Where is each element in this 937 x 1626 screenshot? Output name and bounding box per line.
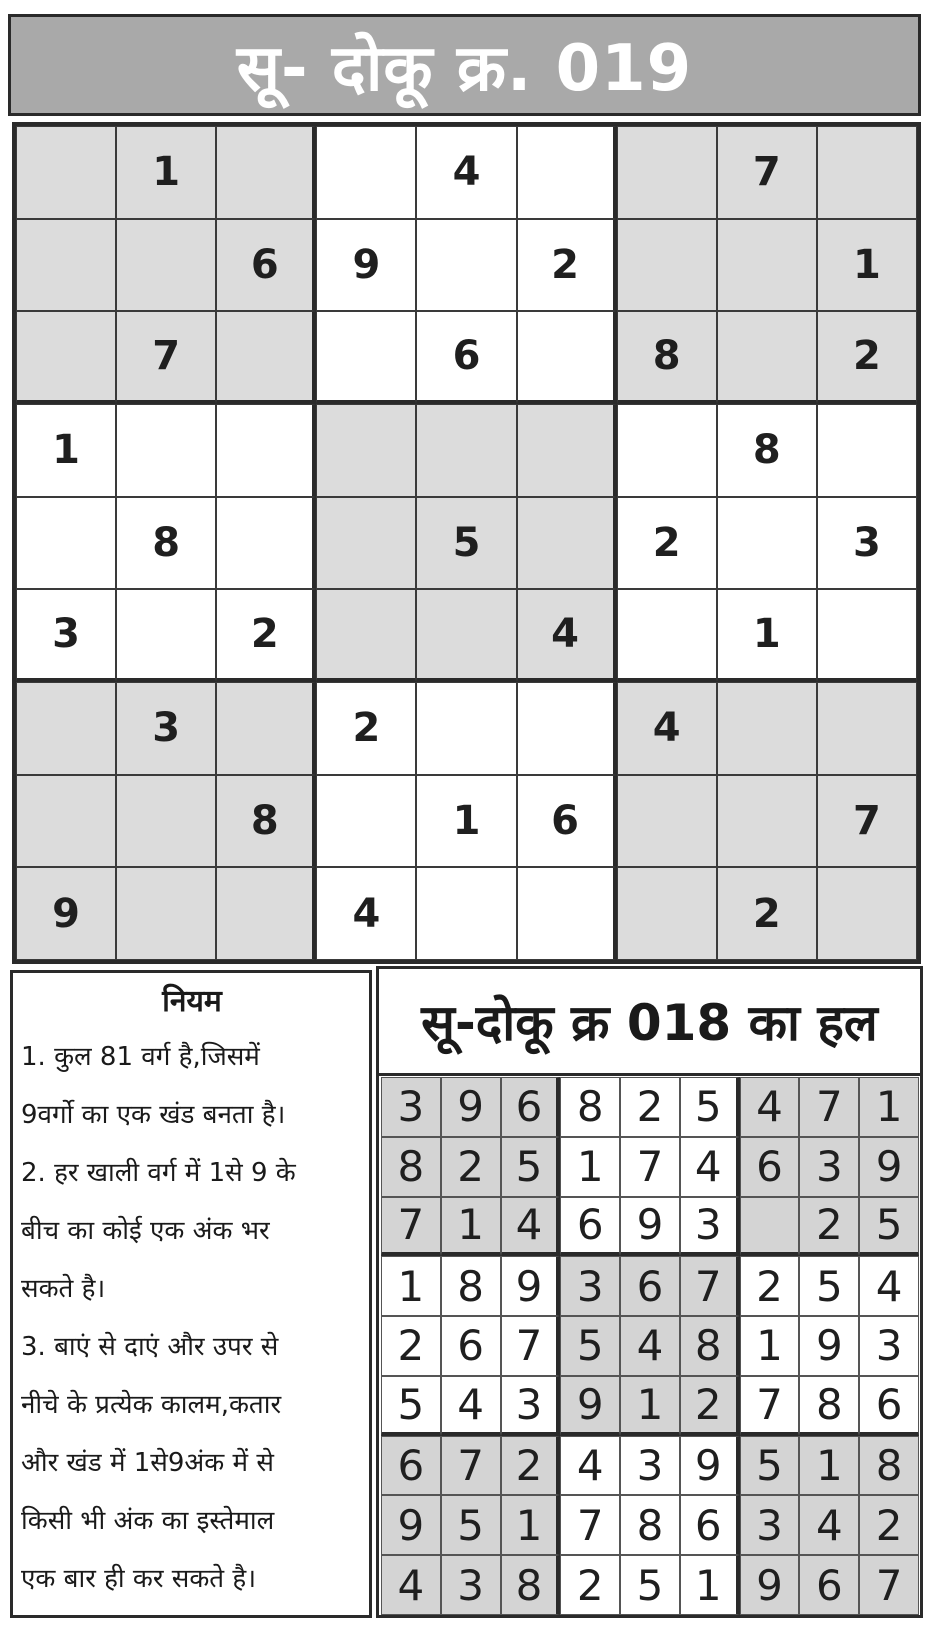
rule-line: और खंड में 1से9अंक में से bbox=[21, 1448, 274, 1478]
puzzle-cell[interactable]: 2 bbox=[216, 589, 316, 682]
puzzle-cell[interactable] bbox=[817, 126, 917, 219]
solution-cell: 3 bbox=[381, 1077, 441, 1137]
rule-line: 1. कुल 81 वर्ग है,जिसमें bbox=[21, 1042, 260, 1072]
rule-line: सकते है। bbox=[21, 1274, 106, 1304]
puzzle-cell[interactable] bbox=[116, 219, 216, 312]
puzzle-cell[interactable] bbox=[617, 867, 717, 960]
puzzle-cell[interactable] bbox=[216, 311, 316, 404]
puzzle-cell[interactable] bbox=[717, 497, 817, 590]
puzzle-cell[interactable]: 8 bbox=[216, 775, 316, 868]
rule-line: बीच का कोई एक अंक भर bbox=[21, 1216, 270, 1246]
puzzle-cell[interactable]: 4 bbox=[517, 589, 617, 682]
solution-cell: 9 bbox=[799, 1316, 859, 1376]
puzzle-cell[interactable]: 8 bbox=[717, 404, 817, 497]
solution-cell: 3 bbox=[859, 1316, 919, 1376]
solution-cell: 2 bbox=[799, 1197, 859, 1257]
solution-cell: 7 bbox=[740, 1376, 800, 1436]
puzzle-cell[interactable] bbox=[416, 589, 516, 682]
solution-cell: 2 bbox=[501, 1436, 561, 1496]
puzzle-cell[interactable] bbox=[216, 497, 316, 590]
solution-cell: 1 bbox=[441, 1197, 501, 1257]
rule-line: 9वर्गो का एक खंड बनता है। bbox=[21, 1100, 286, 1130]
solution-cell: 8 bbox=[381, 1137, 441, 1197]
solution-cell: 7 bbox=[859, 1555, 919, 1615]
solution-cell: 5 bbox=[680, 1077, 740, 1137]
solution-cell: 8 bbox=[799, 1376, 859, 1436]
puzzle-cell[interactable] bbox=[16, 497, 116, 590]
puzzle-cell[interactable]: 4 bbox=[316, 867, 416, 960]
solution-cell: 2 bbox=[740, 1256, 800, 1316]
solution-cell: 4 bbox=[441, 1376, 501, 1436]
solution-cell: 2 bbox=[560, 1555, 620, 1615]
solution-cell: 4 bbox=[560, 1436, 620, 1496]
solution-cell: 4 bbox=[501, 1197, 561, 1257]
puzzle-cell[interactable] bbox=[16, 126, 116, 219]
solution-cell: 2 bbox=[620, 1077, 680, 1137]
solution-cell: 1 bbox=[560, 1137, 620, 1197]
solution-cell: 4 bbox=[620, 1316, 680, 1376]
puzzle-cell[interactable] bbox=[16, 219, 116, 312]
solution-cell: 8 bbox=[560, 1077, 620, 1137]
solution-cell: 2 bbox=[441, 1137, 501, 1197]
puzzle-cell[interactable] bbox=[617, 404, 717, 497]
solution-cell: 8 bbox=[680, 1316, 740, 1376]
puzzle-cell[interactable]: 3 bbox=[16, 589, 116, 682]
solution-cell: 1 bbox=[501, 1495, 561, 1555]
puzzle-cell[interactable]: 2 bbox=[517, 219, 617, 312]
solution-cell: 7 bbox=[501, 1316, 561, 1376]
puzzle-cell[interactable]: 7 bbox=[817, 775, 917, 868]
puzzle-cell[interactable] bbox=[416, 404, 516, 497]
solution-cell: 3 bbox=[799, 1137, 859, 1197]
rule-line: 2. हर खाली वर्ग में 1से 9 के bbox=[21, 1158, 296, 1188]
puzzle-cell[interactable] bbox=[16, 311, 116, 404]
solution-cell: 6 bbox=[620, 1256, 680, 1316]
solution-cell: 6 bbox=[501, 1077, 561, 1137]
solution-cell: 5 bbox=[501, 1137, 561, 1197]
solution-cell: 6 bbox=[740, 1137, 800, 1197]
solution-cell: 1 bbox=[381, 1256, 441, 1316]
solution-cell: 3 bbox=[620, 1436, 680, 1496]
solution-cell: 5 bbox=[441, 1495, 501, 1555]
solution-cell: 5 bbox=[620, 1555, 680, 1615]
puzzle-cell[interactable]: 7 bbox=[717, 126, 817, 219]
solution-cell bbox=[740, 1197, 800, 1257]
solution-cell: 3 bbox=[560, 1256, 620, 1316]
puzzle-cell[interactable] bbox=[116, 589, 216, 682]
solution-cell: 9 bbox=[680, 1436, 740, 1496]
sudoku-solution-grid bbox=[381, 1077, 919, 1615]
solution-cell: 7 bbox=[799, 1077, 859, 1137]
puzzle-cell[interactable]: 2 bbox=[617, 497, 717, 590]
puzzle-cell[interactable] bbox=[817, 589, 917, 682]
puzzle-cell[interactable]: 5 bbox=[416, 497, 516, 590]
solution-cell: 2 bbox=[859, 1495, 919, 1555]
title-banner bbox=[8, 14, 921, 116]
puzzle-cell[interactable]: 1 bbox=[817, 219, 917, 312]
solution-cell: 1 bbox=[620, 1376, 680, 1436]
puzzle-cell[interactable] bbox=[416, 682, 516, 775]
solution-cell: 9 bbox=[859, 1137, 919, 1197]
solution-cell: 7 bbox=[381, 1197, 441, 1257]
solution-cell: 3 bbox=[680, 1197, 740, 1257]
rule-line: किसी भी अंक का इस्तेमाल bbox=[21, 1506, 275, 1536]
solution-cell: 6 bbox=[859, 1376, 919, 1436]
solution-cell: 5 bbox=[859, 1197, 919, 1257]
solution-cell: 9 bbox=[560, 1376, 620, 1436]
puzzle-cell[interactable] bbox=[216, 126, 316, 219]
puzzle-cell[interactable]: 2 bbox=[316, 682, 416, 775]
solution-cell: 6 bbox=[381, 1436, 441, 1496]
puzzle-cell[interactable]: 9 bbox=[16, 867, 116, 960]
solution-cell: 9 bbox=[501, 1256, 561, 1316]
rule-line: 3. बाएं से दाएं और उपर से bbox=[21, 1332, 279, 1362]
puzzle-cell[interactable] bbox=[817, 867, 917, 960]
solution-cell: 1 bbox=[680, 1555, 740, 1615]
puzzle-cell[interactable]: 1 bbox=[16, 404, 116, 497]
solution-cell: 3 bbox=[441, 1555, 501, 1615]
puzzle-cell[interactable] bbox=[617, 126, 717, 219]
puzzle-cell[interactable] bbox=[717, 311, 817, 404]
puzzle-cell[interactable] bbox=[416, 219, 516, 312]
solution-panel bbox=[376, 966, 923, 1618]
puzzle-cell[interactable] bbox=[116, 867, 216, 960]
solution-cell: 9 bbox=[381, 1495, 441, 1555]
solution-cell: 1 bbox=[799, 1436, 859, 1496]
puzzle-cell[interactable] bbox=[517, 497, 617, 590]
puzzle-cell[interactable]: 7 bbox=[116, 311, 216, 404]
solution-title: सू-दोकू क्र 018 का हल bbox=[379, 969, 920, 1076]
puzzle-cell[interactable] bbox=[817, 682, 917, 775]
solution-cell: 9 bbox=[441, 1077, 501, 1137]
rule-line: नीचे के प्रत्येक कालम,कतार bbox=[21, 1390, 282, 1420]
puzzle-cell[interactable]: 4 bbox=[416, 126, 516, 219]
solution-cell: 4 bbox=[381, 1555, 441, 1615]
puzzle-cell[interactable]: 4 bbox=[617, 682, 717, 775]
puzzle-cell[interactable] bbox=[717, 775, 817, 868]
solution-cell: 8 bbox=[859, 1436, 919, 1496]
puzzle-cell[interactable] bbox=[16, 775, 116, 868]
rules-heading: नियम bbox=[162, 984, 222, 1019]
puzzle-cell[interactable] bbox=[316, 775, 416, 868]
puzzle-cell[interactable] bbox=[617, 589, 717, 682]
puzzle-cell[interactable] bbox=[316, 126, 416, 219]
sudoku-puzzle-grid bbox=[12, 122, 921, 964]
solution-cell: 4 bbox=[680, 1137, 740, 1197]
puzzle-cell[interactable] bbox=[116, 775, 216, 868]
puzzle-cell[interactable] bbox=[517, 404, 617, 497]
solution-cell: 5 bbox=[381, 1376, 441, 1436]
puzzle-cell[interactable]: 3 bbox=[116, 682, 216, 775]
solution-cell: 8 bbox=[501, 1555, 561, 1615]
puzzle-cell[interactable]: 1 bbox=[717, 589, 817, 682]
puzzle-cell[interactable] bbox=[717, 682, 817, 775]
solution-cell: 3 bbox=[501, 1376, 561, 1436]
solution-cell: 5 bbox=[560, 1316, 620, 1376]
puzzle-cell[interactable] bbox=[717, 219, 817, 312]
solution-cell: 6 bbox=[680, 1495, 740, 1555]
puzzle-cell[interactable]: 1 bbox=[416, 775, 516, 868]
puzzle-cell[interactable]: 3 bbox=[817, 497, 917, 590]
puzzle-cell[interactable] bbox=[517, 867, 617, 960]
puzzle-cell[interactable] bbox=[517, 126, 617, 219]
solution-cell: 9 bbox=[740, 1555, 800, 1615]
puzzle-cell[interactable] bbox=[16, 682, 116, 775]
solution-cell: 8 bbox=[620, 1495, 680, 1555]
solution-cell: 6 bbox=[441, 1316, 501, 1376]
puzzle-cell[interactable]: 9 bbox=[316, 219, 416, 312]
solution-cell: 4 bbox=[859, 1256, 919, 1316]
solution-cell: 7 bbox=[560, 1495, 620, 1555]
solution-cell: 5 bbox=[740, 1436, 800, 1496]
puzzle-cell[interactable] bbox=[316, 497, 416, 590]
puzzle-cell[interactable] bbox=[617, 219, 717, 312]
puzzle-cell[interactable] bbox=[216, 404, 316, 497]
solution-cell: 7 bbox=[620, 1137, 680, 1197]
solution-cell: 6 bbox=[560, 1197, 620, 1257]
puzzle-cell[interactable] bbox=[316, 311, 416, 404]
solution-cell: 2 bbox=[381, 1316, 441, 1376]
puzzle-cell[interactable] bbox=[116, 404, 216, 497]
puzzle-cell[interactable]: 1 bbox=[116, 126, 216, 219]
puzzle-cell[interactable] bbox=[316, 589, 416, 682]
puzzle-cell[interactable] bbox=[416, 867, 516, 960]
puzzle-cell[interactable] bbox=[517, 311, 617, 404]
solution-cell: 5 bbox=[799, 1256, 859, 1316]
solution-cell: 8 bbox=[441, 1256, 501, 1316]
solution-cell: 9 bbox=[620, 1197, 680, 1257]
solution-cell: 7 bbox=[680, 1256, 740, 1316]
puzzle-cell[interactable] bbox=[617, 775, 717, 868]
solution-cell: 1 bbox=[859, 1077, 919, 1137]
puzzle-cell[interactable] bbox=[216, 682, 316, 775]
puzzle-cell[interactable] bbox=[216, 867, 316, 960]
solution-cell: 3 bbox=[740, 1495, 800, 1555]
puzzle-cell[interactable]: 2 bbox=[817, 311, 917, 404]
solution-cell: 6 bbox=[799, 1555, 859, 1615]
puzzle-cell[interactable] bbox=[817, 404, 917, 497]
puzzle-cell[interactable]: 2 bbox=[717, 867, 817, 960]
solution-cell: 4 bbox=[740, 1077, 800, 1137]
puzzle-cell[interactable] bbox=[517, 682, 617, 775]
solution-cell: 2 bbox=[680, 1376, 740, 1436]
solution-cell: 7 bbox=[441, 1436, 501, 1496]
puzzle-cell[interactable]: 6 bbox=[416, 311, 516, 404]
page-title: सू- दोकू क्र. 019 bbox=[236, 31, 693, 106]
puzzle-cell[interactable]: 8 bbox=[116, 497, 216, 590]
rule-line: एक बार ही कर सकते है। bbox=[21, 1564, 257, 1594]
puzzle-cell[interactable]: 8 bbox=[617, 311, 717, 404]
puzzle-cell[interactable]: 6 bbox=[517, 775, 617, 868]
solution-cell: 1 bbox=[740, 1316, 800, 1376]
rules-panel bbox=[10, 970, 372, 1618]
puzzle-cell[interactable] bbox=[316, 404, 416, 497]
solution-cell: 4 bbox=[799, 1495, 859, 1555]
puzzle-cell[interactable]: 6 bbox=[216, 219, 316, 312]
